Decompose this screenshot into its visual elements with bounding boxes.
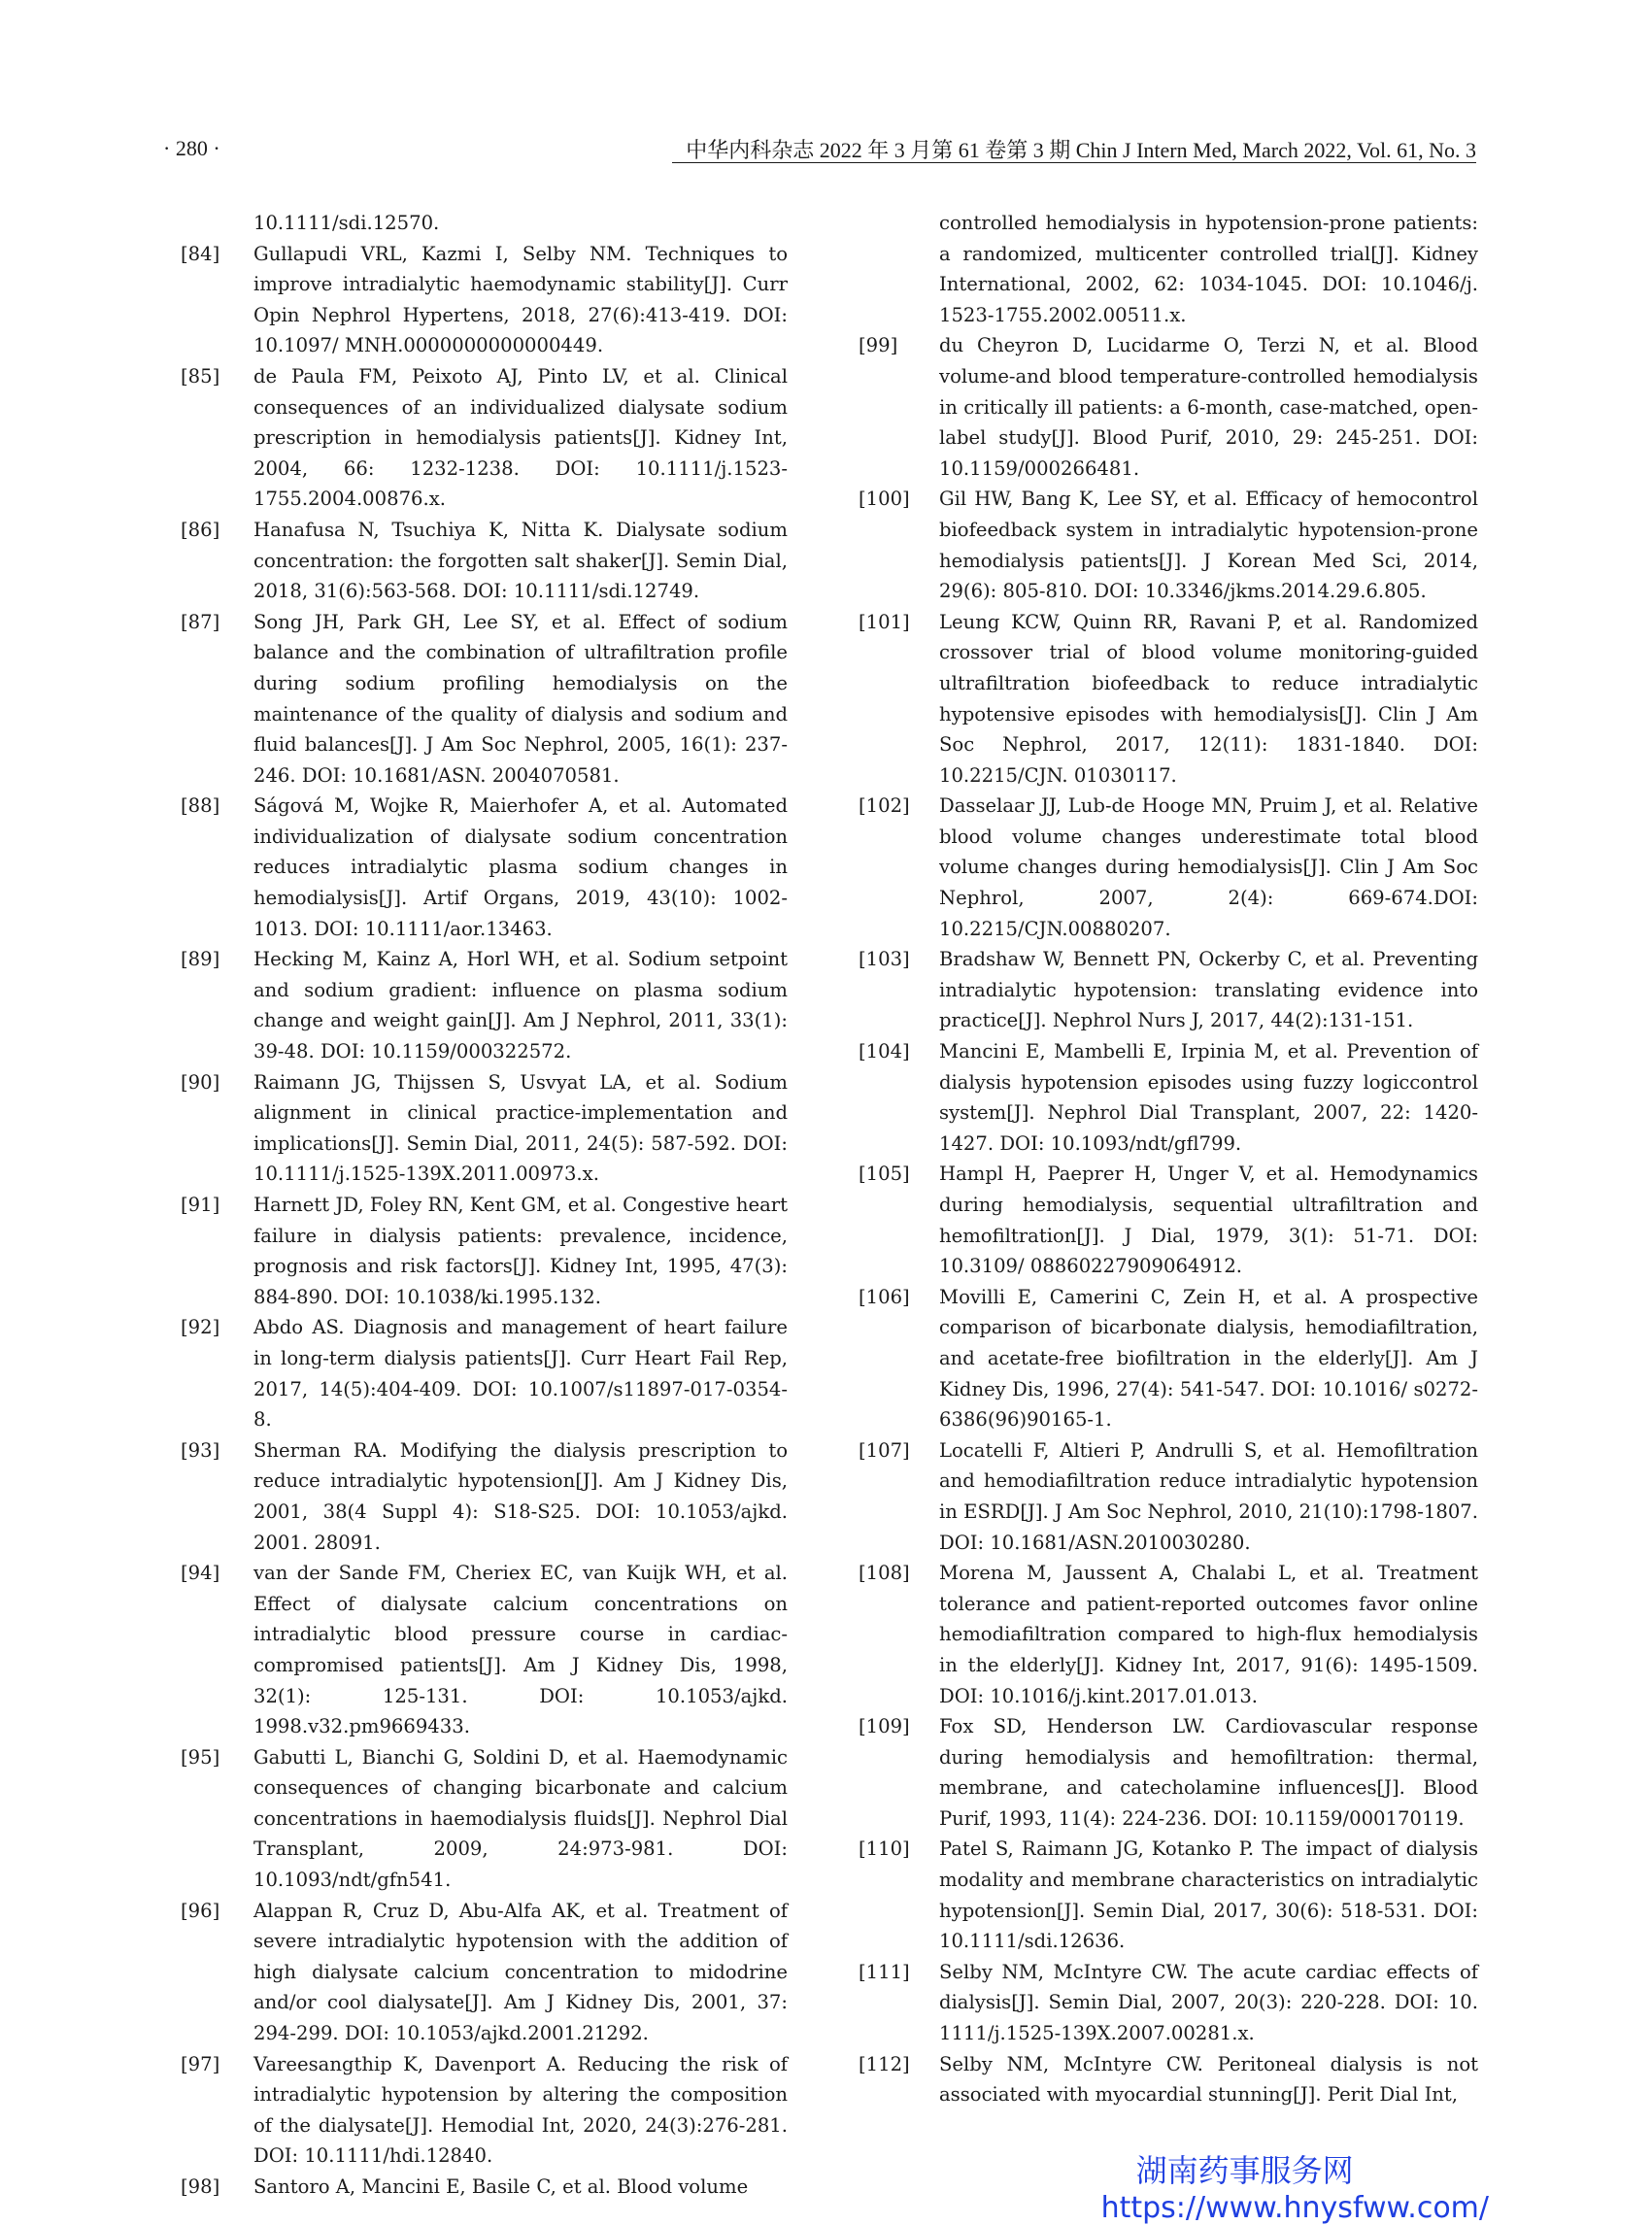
reference-text: Patel S, Raimann JG, Kotanko P. The impact of dialysis modality and membrane characteristics on intradialytic hypotension[J]. Semin Dial, 2017, 30(6): 518-531. DOI: 10.1111/sdi.12636. <box>939 1837 1478 1953</box>
reference-number: [84] <box>181 242 220 265</box>
reference-item <box>859 1435 1478 1558</box>
reference-text: Selby NM, McIntyre CW. Peritoneal dialysis is not associated with myocardial stunning[J]. Perit Dial Int, <box>939 2052 1478 2107</box>
header-rule <box>672 162 1476 163</box>
running-header <box>163 132 1476 163</box>
reference-number: [103] <box>859 948 910 971</box>
journal-title: 中华内科杂志 2022 年 3 月第 61 卷第 3 期 Chin J Intern Med, March 2022, Vol. 61, No. 3 <box>686 138 1476 162</box>
reference-number: [96] <box>181 1899 220 1922</box>
reference-number: [89] <box>181 948 220 971</box>
reference-item <box>859 1957 1478 2049</box>
reference-text: Hanafusa N, Tsuchiya K, Nitta K. Dialysate sodium concentration: the forgotten salt shaker[J]. Semin Dial, 2018, 31(6):563-568. DOI: 10.1111/sdi.12749. <box>253 518 788 603</box>
reference-text: Locatelli F, Altieri P, Andrulli S, et al. Hemofiltration and hemodiafiltration reduce intradialytic hypotension in ESRD[J]. J Am Soc Nephrol, 2010, 21(10):1798-1807. DOI: 10.1681/ASN.2010030280. <box>939 1438 1478 1554</box>
reference-text: Sherman RA. Modifying the dialysis prescription to reduce intradialytic hypotension[J]. Am J Kidney Dis, 2001, 38(4 Suppl 4): S18-S25. DOI: 10.1053/ajkd. 2001. 28091. <box>253 1438 788 1554</box>
reference-list-left <box>181 239 788 2203</box>
reference-number: [87] <box>181 610 220 633</box>
reference-number: [98] <box>181 2175 220 2198</box>
reference-number: [105] <box>859 1163 910 1186</box>
reference-item <box>859 944 1478 1036</box>
reference-item <box>859 791 1478 944</box>
reference-number: [90] <box>181 1070 220 1094</box>
reference-number: [94] <box>181 1562 220 1585</box>
reference-number: [88] <box>181 794 220 818</box>
reference-column-left <box>181 208 788 2203</box>
reference-number: [100] <box>859 488 910 511</box>
reference-item <box>859 607 1478 792</box>
reference-text: Selby NM, McIntyre CW. The acute cardiac effects of dialysis[J]. Semin Dial, 2007, 20(3): 220-228. DOI: 10. 1111/j.1525-139X.2007.00281.x. <box>939 1960 1478 2045</box>
reference-text: van der Sande FM, Cheriex EC, van Kuijk WH, et al. Effect of dialysate calcium concentrations on intradialytic blood pressure course in cardiac-compromised patients[J]. Am J Kidney Dis, 1998, 32(1): 125-131. DOI: 10.1053/ajkd. 1998.v32.pm9669433. <box>253 1562 788 1738</box>
reference-item <box>181 1896 788 2049</box>
reference-number: [102] <box>859 794 910 818</box>
reference-item <box>859 1834 1478 1956</box>
reference-number: [109] <box>859 1715 910 1738</box>
reference-text: de Paula FM, Peixoto AJ, Pinto LV, et al. Clinical consequences of an individualized dialysate sodium prescription in hemodialysis patients[J]. Kidney Int, 2004, 66: 1232-1238. DOI: 10.1111/j.1523-1755.2004.00876.x. <box>253 364 788 511</box>
reference-number: [111] <box>859 1960 910 1983</box>
reference-number: [86] <box>181 518 220 541</box>
reference-text: Vareesangthip K, Davenport A. Reducing the risk of intradialytic hypotension by altering the composition of the dialysate[J]. Hemodial Int, 2020, 24(3):276-281. DOI: 10.1111/hdi.12840. <box>253 2052 788 2168</box>
reference-item <box>181 1190 788 1312</box>
reference-text: Morena M, Jaussent A, Chalabi L, et al. Treatment tolerance and patient-reported outcomes favor online hemodiafiltration compared to high-flux hemodialysis in the elderly[J]. Kidney Int, 2017, 91(6): 1495-1509. DOI: 10.1016/j.kint.2017.01.013. <box>939 1562 1478 1707</box>
reference-text: Harnett JD, Foley RN, Kent GM, et al. Congestive heart failure in dialysis patients: prevalence, incidence, prognosis and risk factors[J]. Kidney Int, 1995, 47(3): 884-890. DOI: 10.1038/ki.1995.132. <box>253 1194 788 1308</box>
reference-item <box>859 330 1478 484</box>
reference-item <box>181 791 788 944</box>
reference-continuation: 10.1111/sdi.12570. <box>253 212 440 234</box>
reference-item <box>859 1711 1478 1834</box>
reference-number: [106] <box>859 1285 910 1308</box>
reference-number: [101] <box>859 610 910 633</box>
reference-item <box>181 2172 788 2203</box>
reference-text: Song JH, Park GH, Lee SY, et al. Effect of sodium balance and the combination of ultrafiltration profile during sodium profiling hemodialysis on the maintenance of the quality of dialysis and sodium and fluid balances[J]. J Am Soc Nephrol, 2005, 16(1): 237-246. DOI: 10.1681/ASN. 2004070581. <box>253 610 788 787</box>
reference-number: [97] <box>181 2052 220 2075</box>
reference-number: [91] <box>181 1194 220 1216</box>
reference-list-right <box>859 330 1478 2109</box>
reference-number: [95] <box>181 1745 220 1769</box>
reference-item <box>859 1282 1478 1435</box>
reference-item <box>181 361 788 515</box>
watermark-name: 湖南药事服务网 <box>1135 2152 1354 2189</box>
reference-text: Dasselaar JJ, Lub-de Hooge MN, Pruim J, et al. Relative blood volume changes underestimate total blood volume changes during hemodialysis[J]. Clin J Am Soc Nephrol, 2007, 2(4): 669-674.DOI: 10.2215/CJN.00880207. <box>939 794 1478 940</box>
reference-number: [108] <box>859 1562 910 1585</box>
reference-item <box>181 515 788 607</box>
reference-number: [85] <box>181 364 220 388</box>
reference-item <box>181 944 788 1066</box>
reference-item <box>181 2049 788 2172</box>
site-watermark <box>1101 2146 1489 2225</box>
reference-text: Abdo AS. Diagnosis and management of heart failure in long-term dialysis patients[J]. Curr Heart Fail Rep, 2017, 14(5):404-409. DOI: 10.1007/s11897-017-0354-8. <box>253 1316 788 1432</box>
reference-item <box>859 1558 1478 1711</box>
reference-column-right <box>859 208 1478 2110</box>
reference-item <box>181 1742 788 1896</box>
reference-item <box>181 607 788 792</box>
reference-text: Fox SD, Henderson LW. Cardiovascular response during hemodialysis and hemofiltration: thermal, membrane, and catecholamine influences[J]. Blood Purif, 1993, 11(4): 224-236. DOI: 10.1159/000170119. <box>939 1715 1478 1830</box>
reference-item <box>181 239 788 361</box>
reference-number: [99] <box>859 334 898 357</box>
reference-text: Mancini E, Mambelli E, Irpinia M, et al. Prevention of dialysis hypotension episodes using fuzzy logiccontrol system[J]. Nephrol Dial Transplant, 2007, 22: 1420-1427. DOI: 10.1093/ndt/gfl799. <box>939 1040 1478 1155</box>
reference-text: Hampl H, Paeprer H, Unger V, et al. Hemodynamics during hemodialysis, sequential ultrafiltration and hemofiltration[J]. J Dial, 1979, 3(1): 51-71. DOI: 10.3109/ 08860227909064912. <box>939 1163 1478 1278</box>
reference-text: du Cheyron D, Lucidarme O, Terzi N, et al. Blood volume-and blood temperature-controlled hemodialysis in critically ill patients: a 6-month, case-matched, open-label study[J]. Blood Purif, 2010, 29: 245-251. DOI: 10.1159/000266481. <box>939 334 1478 480</box>
reference-item <box>859 1036 1478 1159</box>
reference-item <box>181 1067 788 1190</box>
reference-number: [104] <box>859 1040 910 1063</box>
reference-number: [93] <box>181 1438 220 1462</box>
reference-number: [92] <box>181 1316 220 1339</box>
reference-text: Gabutti L, Bianchi G, Soldini D, et al. Haemodynamic consequences of changing bicarbonate and calcium concentrations in haemodialysis fluids[J]. Nephrol Dial Transplant, 2009, 24:973-981. DOI: 10.1093/ndt/gfn541. <box>253 1745 788 1892</box>
reference-item <box>859 484 1478 606</box>
reference-text: Bradshaw W, Bennett PN, Ockerby C, et al. Preventing intradialytic hypotension: translating evidence into practice[J]. Nephrol Nurs J, 2017, 44(2):131-151. <box>939 948 1478 1032</box>
reference-text: Gil HW, Bang K, Lee SY, et al. Efficacy of hemocontrol biofeedback system in intradialytic hypotension-prone hemodialysis patients[J]. J Korean Med Sci, 2014, 29(6): 805-810. DOI: 10.3346/jkms.2014.29.6.805. <box>939 488 1478 603</box>
reference-text: Ságová M, Wojke R, Maierhofer A, et al. Automated individualization of dialysate sodium concentration reduces intradialytic plasma sodium changes in hemodialysis[J]. Artif Organs, 2019, 43(10): 1002-1013. DOI: 10.1111/aor.13463. <box>253 794 788 940</box>
reference-item <box>859 1159 1478 1281</box>
reference-text: Raimann JG, Thijssen S, Usvyat LA, et al. Sodium alignment in clinical practice-implementation and implications[J]. Semin Dial, 2011, 24(5): 587-592. DOI: 10.1111/j.1525-139X.2011.00973.x. <box>253 1070 788 1186</box>
reference-text: Hecking M, Kainz A, Horl WH, et al. Sodium setpoint and sodium gradient: influence on plasma sodium change and weight gain[J]. Am J Nephrol, 2011, 33(1): 39-48. DOI: 10.1159/000322572. <box>253 948 788 1063</box>
page-number: · 280 · <box>163 136 220 160</box>
reference-item <box>181 1312 788 1434</box>
reference-continuation: controlled hemodialysis in hypotension-prone patients: a randomized, multicenter controlled trial[J]. Kidney International, 2002, 62: 1034-1045. DOI: 10.1046/j. 1523-1755.2002.00511.x. <box>939 212 1478 326</box>
reference-number: [107] <box>859 1438 910 1462</box>
reference-item <box>181 1558 788 1742</box>
watermark-url: https://www.hnysfww.com/ <box>1100 2191 1489 2225</box>
reference-item <box>181 1435 788 1558</box>
reference-text: Movilli E, Camerini C, Zein H, et al. A prospective comparison of bicarbonate dialysis, hemodiafiltration, and acetate-free biofiltration in the elderly[J]. Am J Kidney Dis, 1996, 27(4): 541-547. DOI: 10.1016/ s0272-6386(96)90165-1. <box>939 1285 1478 1432</box>
reference-text: Gullapudi VRL, Kazmi I, Selby NM. Techniques to improve intradialytic haemodynamic stability[J]. Curr Opin Nephrol Hypertens, 2018, 27(6):413-419. DOI: 10.1097/ MNH.0000000000000449. <box>253 242 788 357</box>
reference-number: [110] <box>859 1837 910 1861</box>
reference-number: [112] <box>859 2052 910 2075</box>
reference-text: Alappan R, Cruz D, Abu-Alfa AK, et al. Treatment of severe intradialytic hypotension with the addition of high dialysate calcium concentration to midodrine and/or cool dialysate[J]. Am J Kidney Dis, 2001, 37: 294-299. DOI: 10.1053/ajkd.2001.21292. <box>253 1899 788 2045</box>
reference-text: Leung KCW, Quinn RR, Ravani P, et al. Randomized crossover trial of blood volume monitoring-guided ultrafiltration biofeedback to reduce intradialytic hypotensive episodes with hemodialysis[J]. Clin J Am Soc Nephrol, 2017, 12(11): 1831-1840. DOI: 10.2215/CJN. 01030117. <box>939 610 1478 787</box>
reference-item <box>859 2049 1478 2110</box>
reference-text: Santoro A, Mancini E, Basile C, et al. Blood volume <box>253 2175 749 2198</box>
